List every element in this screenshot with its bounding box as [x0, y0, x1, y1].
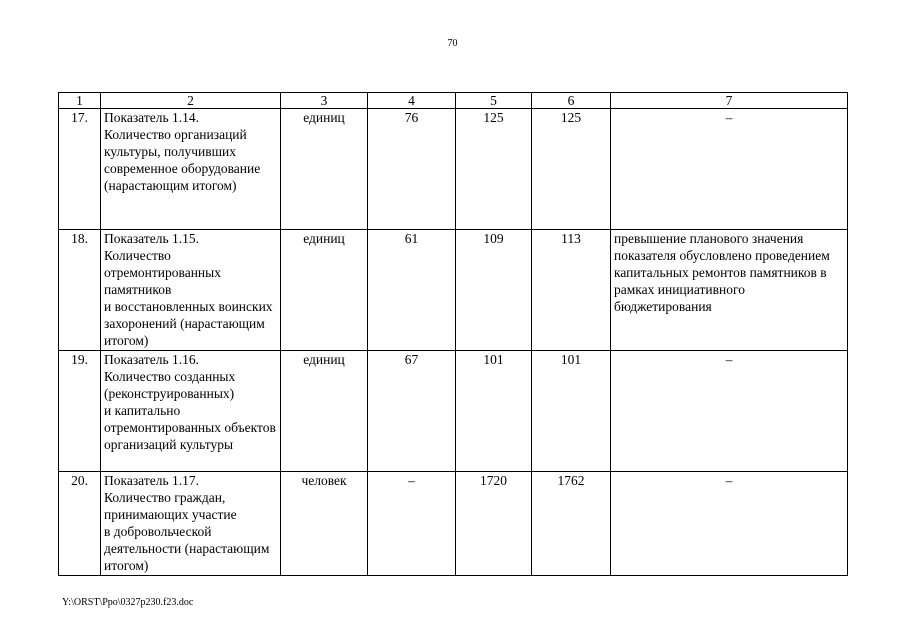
- table-row: [59, 109, 848, 230]
- unit-cell: единиц: [281, 230, 368, 351]
- value-col5-cell: 125: [456, 109, 532, 230]
- footer-file-path: Y:\ORST\Ppo\0327p230.f23.doc: [62, 597, 194, 608]
- header-cell: 2: [101, 93, 281, 109]
- header-cell: 6: [532, 93, 611, 109]
- header-cell: 1: [59, 93, 101, 109]
- row-number: 19.: [59, 351, 101, 472]
- value-col5-cell: 101: [456, 351, 532, 472]
- table-row: [59, 230, 848, 351]
- table-row: [59, 472, 848, 576]
- indicator-cell: Показатель 1.14. Количество организаций культуры, получивших современное оборудование (нарастающим итогом): [101, 109, 281, 230]
- value-col4-cell: 67: [368, 351, 456, 472]
- note-cell: –: [611, 351, 848, 472]
- row-number: 20.: [59, 472, 101, 576]
- page-number: 70: [447, 38, 458, 49]
- value-col6-cell: 1762: [532, 472, 611, 576]
- note-cell: превышение планового значения показателя обусловлено проведением капитальных ремонтов памятников в рамках инициативного бюджетирования: [611, 230, 848, 351]
- value-col6-cell: 125: [532, 109, 611, 230]
- value-col4-cell: –: [368, 472, 456, 576]
- value-col6-cell: 101: [532, 351, 611, 472]
- header-cell: 7: [611, 93, 848, 109]
- indicator-cell: Показатель 1.15. Количество отремонтированных памятников и восстановленных воинских захоронений (нарастающим итогом): [101, 230, 281, 351]
- note-cell: –: [611, 109, 848, 230]
- indicator-cell: Показатель 1.16. Количество созданных (реконструированных) и капитально отремонтированных объектов организаций культуры: [101, 351, 281, 472]
- value-col4-cell: 61: [368, 230, 456, 351]
- value-col4-cell: 76: [368, 109, 456, 230]
- table-header-row: [59, 93, 848, 109]
- value-col5-cell: 1720: [456, 472, 532, 576]
- note-cell: –: [611, 472, 848, 576]
- header-cell: 4: [368, 93, 456, 109]
- row-number: 17.: [59, 109, 101, 230]
- row-number: 18.: [59, 230, 101, 351]
- value-col5-cell: 109: [456, 230, 532, 351]
- unit-cell: единиц: [281, 351, 368, 472]
- header-cell: 5: [456, 93, 532, 109]
- indicators-table: [58, 92, 848, 576]
- unit-cell: человек: [281, 472, 368, 576]
- indicator-cell: Показатель 1.17. Количество граждан, принимающих участие в добровольческой деятельности (нарастающим итогом): [101, 472, 281, 576]
- table-row: [59, 351, 848, 472]
- header-cell: 3: [281, 93, 368, 109]
- value-col6-cell: 113: [532, 230, 611, 351]
- unit-cell: единиц: [281, 109, 368, 230]
